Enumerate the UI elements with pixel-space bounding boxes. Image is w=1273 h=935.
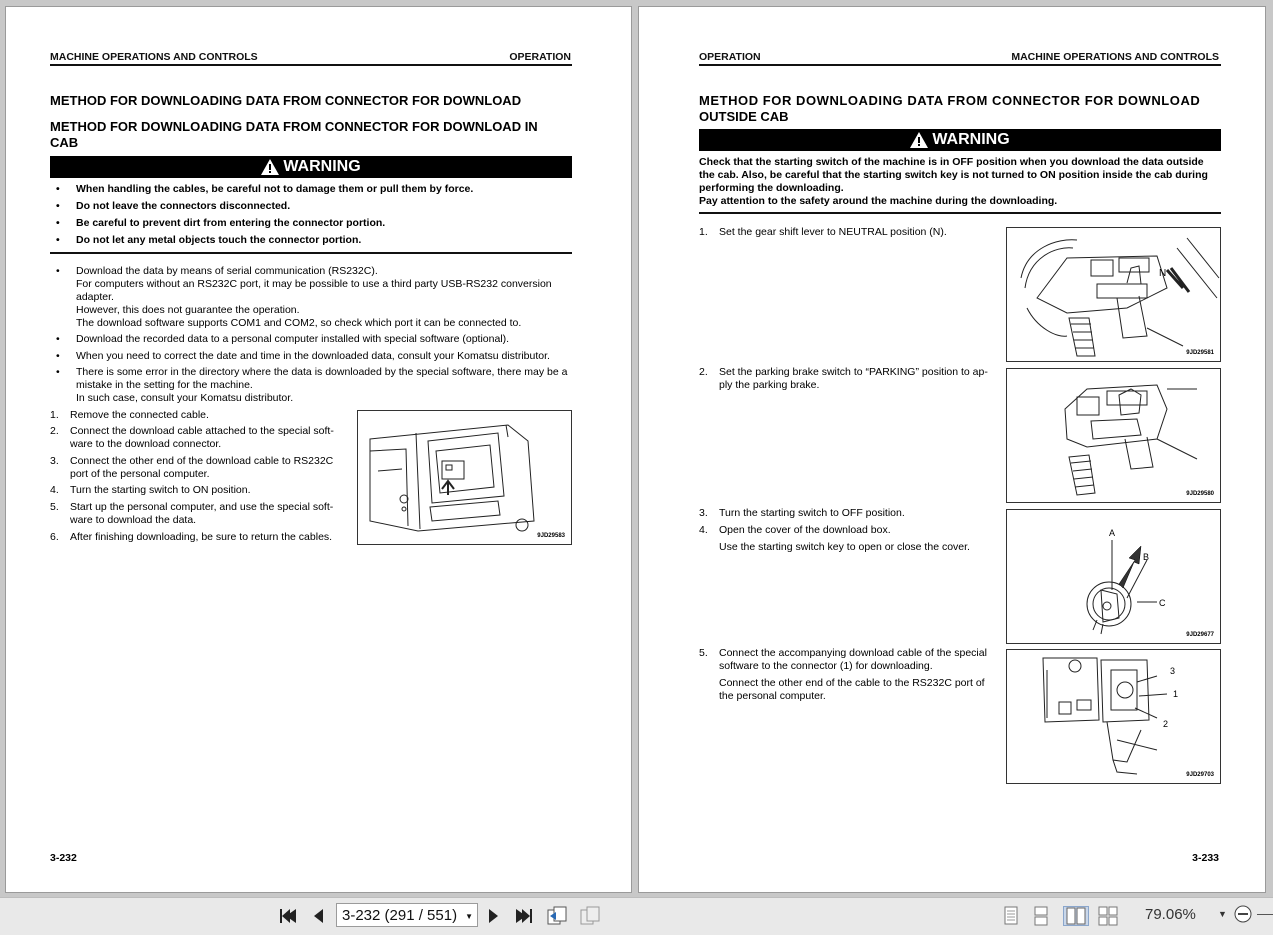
label-2: 2 xyxy=(1163,719,1169,729)
warning-item-text: Do not leave the connectors disconnected. xyxy=(76,200,291,212)
previous-view-button[interactable] xyxy=(545,904,569,928)
section-title-line1: METHOD FOR DOWNLOADING DATA FROM CONNECTOR FOR DOWNLOAD xyxy=(699,93,1201,108)
note-line: Download the data by means of serial communication (RS232C). xyxy=(76,265,378,277)
connector-outside-cab-illustration xyxy=(1007,650,1220,783)
subsection-title-line1: METHOD FOR DOWNLOADING DATA FROM CONNECTOR FOR DOWNLOAD IN xyxy=(50,119,538,134)
next-page-button[interactable] xyxy=(484,904,504,928)
header-rule xyxy=(50,64,572,66)
warning-line: Check that the starting switch of the machine is in OFF position when you download the data outside xyxy=(699,156,1204,168)
step-number: 4. xyxy=(699,524,708,536)
page-number-field[interactable] xyxy=(336,903,478,927)
section-title-line2: OUTSIDE CAB xyxy=(699,109,789,124)
step-item xyxy=(699,524,999,554)
step-text: Set the gear shift lever to NEUTRAL position (N). xyxy=(719,226,947,238)
last-page-button[interactable] xyxy=(513,904,535,928)
warning-triangle-icon xyxy=(261,159,279,175)
connector-in-cab-illustration xyxy=(358,411,571,544)
page-number: 3-233 xyxy=(1192,852,1219,864)
running-header-left: MACHINE OPERATIONS AND CONTROLS xyxy=(50,51,258,63)
step-number: 5. xyxy=(50,501,59,513)
step-item xyxy=(699,507,999,520)
chevron-down-icon[interactable]: ▼ xyxy=(465,912,473,921)
note-item: • There is some error in the directory where the data is downloaded by the special software, there may be a mistake in the setting for the machine. In such case, consult your Komatsu distributor. xyxy=(56,366,574,405)
zoom-out-icon xyxy=(1233,904,1253,924)
zoom-level[interactable]: 79.06% xyxy=(1145,906,1196,923)
first-page-button[interactable] xyxy=(277,904,299,928)
page-number-text: 3-232 (291 / 551) xyxy=(342,906,458,924)
header-rule xyxy=(699,64,1221,66)
figure-download-cable-connector xyxy=(1006,649,1221,784)
label-n: N xyxy=(1159,268,1167,279)
warning-label: WARNING xyxy=(932,131,1010,148)
warning-item: • When handling the cables, be careful not to damage them or pull them by force. xyxy=(56,183,576,196)
step-number: 3. xyxy=(699,507,708,519)
step-text: Start up the personal computer, and use the special soft- xyxy=(70,501,334,513)
step-text: Turn the starting switch to ON position. xyxy=(70,484,251,496)
page-3-232 xyxy=(5,6,632,893)
continuous-facing-view-button[interactable] xyxy=(1097,906,1119,926)
step-text: Remove the connected cable. xyxy=(70,409,209,421)
step-number: 1. xyxy=(699,226,708,238)
zoom-out-button[interactable] xyxy=(1233,904,1253,929)
figure-gear-shift-lever xyxy=(1006,227,1221,362)
subsection-title-line2: CAB xyxy=(50,135,79,150)
gear-shift-illustration xyxy=(1007,228,1220,361)
step-text: ware to download the data. xyxy=(70,514,197,526)
section-title: METHOD FOR DOWNLOADING DATA FROM CONNECTOR FOR DOWNLOAD xyxy=(50,93,522,108)
label-b: B xyxy=(1143,552,1150,562)
step-number: 6. xyxy=(50,531,59,543)
note-item: • When you need to correct the date and time in the downloaded data, consult your Komatsu distributor. xyxy=(56,350,574,363)
continuous-icon xyxy=(1033,906,1049,926)
warning-item: • Be careful to prevent dirt from entering the connector portion. xyxy=(56,217,576,230)
single-page-view-button[interactable] xyxy=(1003,906,1021,926)
step-text: the personal computer. xyxy=(719,690,826,702)
note-line: However, this does not guarantee the operation. xyxy=(76,304,300,316)
step-number: 4. xyxy=(50,484,59,496)
label-c: C xyxy=(1159,598,1166,608)
step-text: ply the parking brake. xyxy=(719,379,820,391)
running-header-right: OPERATION xyxy=(509,51,571,63)
warning-text xyxy=(699,156,1223,208)
label-a: A xyxy=(1109,528,1116,538)
continuous-view-button[interactable] xyxy=(1033,906,1051,926)
step-item xyxy=(699,366,999,392)
warning-triangle-icon xyxy=(910,132,928,148)
navigation-toolbar xyxy=(0,897,1273,935)
note-item: • Download the data by means of serial communication (RS232C). For computers without an RS232C port, it may be possible to use a third party USB-RS232 conversion adapter. However, this does not guarantee the operation. The download software supports COM1 and COM2, so check which port it can be connected to. xyxy=(56,265,574,330)
note-line: There is some error in the directory where the data is downloaded by the special software, there may be a xyxy=(76,366,568,378)
step-text: Use the starting switch key to open or close the cover. xyxy=(719,541,970,553)
warning-banner xyxy=(50,156,572,178)
note-line: For computers without an RS232C port, it may be possible to use a third party USB-RS232 conversion xyxy=(76,278,552,290)
step-text: Connect the other end of the download cable to RS232C xyxy=(70,455,334,467)
figure-download-box-cover xyxy=(1006,509,1221,644)
warning-bottom-rule xyxy=(50,252,572,254)
previous-page-icon xyxy=(311,907,325,925)
parking-brake-illustration xyxy=(1007,369,1220,502)
step-text: software to the connector (1) for downloading. xyxy=(719,660,933,672)
warning-item: • Do not leave the connectors disconnected. xyxy=(56,200,576,213)
step-item xyxy=(50,501,360,527)
step-number: 1. xyxy=(50,409,59,421)
note-line: mistake in the setting for the machine. xyxy=(76,379,253,391)
page-number: 3-232 xyxy=(50,852,77,864)
figure-code: 9JD29581 xyxy=(1186,350,1214,356)
step-text: Connect the download cable attached to the special soft- xyxy=(70,425,334,437)
label-1: 1 xyxy=(1173,689,1179,699)
warning-label: WARNING xyxy=(283,158,361,175)
warning-line: the cab. Also, be careful that the starting switch key is not turned to ON position inside the cab during xyxy=(699,169,1208,181)
figure-code: 9JD29583 xyxy=(537,533,565,539)
first-page-icon xyxy=(278,907,298,925)
running-header-left: OPERATION xyxy=(699,51,761,63)
warning-banner xyxy=(699,129,1221,151)
step-number: 2. xyxy=(50,425,59,437)
warning-item: • Do not let any metal objects touch the connector portion. xyxy=(56,234,576,247)
last-page-icon xyxy=(514,907,534,925)
next-page-icon xyxy=(487,907,501,925)
next-view-icon xyxy=(579,906,601,926)
warning-line: performing the downloading. xyxy=(699,182,844,194)
step-text: port of the personal computer. xyxy=(70,468,210,480)
warning-bottom-rule xyxy=(699,212,1221,214)
subsection-title xyxy=(50,119,572,151)
step-item xyxy=(699,647,999,703)
note-item: • Download the recorded data to a personal computer installed with special software (optional). xyxy=(56,333,574,346)
label-3: 3 xyxy=(1170,666,1176,676)
step-item xyxy=(50,455,360,481)
step-item xyxy=(50,409,360,422)
step-text: Connect the accompanying download cable of the special xyxy=(719,647,987,659)
single-page-icon xyxy=(1003,906,1019,926)
step-item xyxy=(50,425,360,451)
previous-page-button[interactable] xyxy=(308,904,328,928)
previous-view-icon xyxy=(546,906,568,926)
note-line: Download the recorded data to a personal computer installed with special software (optional). xyxy=(76,333,510,345)
facing-view-button[interactable] xyxy=(1063,906,1089,926)
warning-item-text: When handling the cables, be careful not to damage them or pull them by force. xyxy=(76,183,474,195)
download-box-key-illustration xyxy=(1007,510,1220,643)
zoom-slider[interactable] xyxy=(1257,914,1273,915)
warning-line: Pay attention to the safety around the machine during the downloading. xyxy=(699,195,1058,207)
figure-parking-brake-switch xyxy=(1006,368,1221,503)
warning-item-text: Be careful to prevent dirt from entering the connector portion. xyxy=(76,217,386,229)
step-text: After finishing downloading, be sure to return the cables. xyxy=(70,531,333,543)
step-number: 3. xyxy=(50,455,59,467)
warning-item-text: Do not let any metal objects touch the connector portion. xyxy=(76,234,362,246)
page-3-233 xyxy=(638,6,1266,893)
zoom-dropdown-chevron-icon[interactable]: ▼ xyxy=(1218,909,1227,919)
figure-download-connector-in-cab xyxy=(357,410,572,545)
step-item xyxy=(50,531,360,544)
step-number: 2. xyxy=(699,366,708,378)
figure-code: 9JD29580 xyxy=(1186,491,1214,497)
note-line: The download software supports COM1 and COM2, so check which port it can be connected to. xyxy=(76,317,522,329)
figure-code: 9JD29703 xyxy=(1186,772,1214,778)
note-line: In such case, consult your Komatsu distributor. xyxy=(76,392,294,404)
figure-code: 9JD29677 xyxy=(1186,632,1214,638)
note-line: When you need to correct the date and time in the downloaded data, consult your Komatsu distributor. xyxy=(76,350,550,362)
step-item xyxy=(699,226,999,239)
running-header-right: MACHINE OPERATIONS AND CONTROLS xyxy=(1011,51,1219,63)
section-title xyxy=(699,93,1221,125)
continuous-facing-icon xyxy=(1097,906,1119,926)
step-text: Set the parking brake switch to “PARKING” position to ap- xyxy=(719,366,988,378)
facing-icon xyxy=(1064,907,1088,925)
step-text: Turn the starting switch to OFF position. xyxy=(719,507,905,519)
step-item xyxy=(50,484,360,497)
next-view-button[interactable] xyxy=(578,904,602,928)
step-text: Connect the other end of the cable to the RS232C port of xyxy=(719,677,985,689)
step-number: 5. xyxy=(699,647,708,659)
step-text: ware to the download connector. xyxy=(70,438,222,450)
step-text: Open the cover of the download box. xyxy=(719,524,891,536)
note-line: adapter. xyxy=(76,291,114,303)
